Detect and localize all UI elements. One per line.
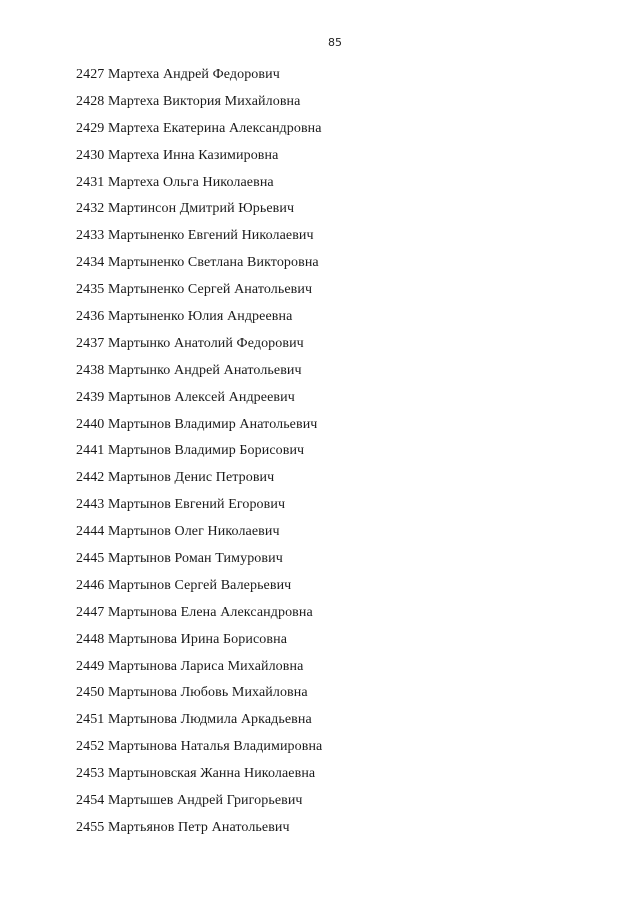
list-item: 2428 Мартеха Виктория Михайловна <box>76 93 301 109</box>
page-number: 85 <box>328 36 342 49</box>
list-item: 2452 Мартынова Наталья Владимировна <box>76 739 323 755</box>
list-item: 2453 Мартыновская Жанна Николаевна <box>76 766 316 782</box>
list-item: 2454 Мартышев Андрей Григорьевич <box>76 793 303 809</box>
list-item: 2427 Мартеха Андрей Федорович <box>76 67 280 82</box>
list-item: 2442 Мартынов Денис Петрович <box>76 470 275 486</box>
list-item: 2450 Мартынова Любовь Михайловна <box>76 685 308 701</box>
list-item: 2448 Мартынова Ирина Борисовна <box>76 631 288 647</box>
list-item: 2444 Мартынов Олег Николаевич <box>76 524 280 540</box>
list-item: 2437 Мартынко Анатолий Федорович <box>76 335 304 351</box>
list-item: 2433 Мартыненко Евгений Николаевич <box>76 228 314 244</box>
list-item: 2434 Мартыненко Светлана Викторовна <box>76 255 319 271</box>
entry-list <box>76 67 322 847</box>
list-item: 2429 Мартеха Екатерина Александровна <box>76 120 322 136</box>
list-item: 2438 Мартынко Андрей Анатольевич <box>76 362 302 378</box>
list-item: 2455 Мартьянов Петр Анатольевич <box>76 819 290 835</box>
list-item: 2446 Мартынов Сергей Валерьевич <box>76 577 292 593</box>
list-item: 2439 Мартынов Алексей Андреевич <box>76 389 295 405</box>
list-item: 2432 Мартинсон Дмитрий Юрьевич <box>76 201 295 217</box>
list-item: 2431 Мартеха Ольга Николаевна <box>76 174 274 190</box>
list-item: 2447 Мартынова Елена Александровна <box>76 604 313 620</box>
list-item: 2445 Мартынов Роман Тимурович <box>76 551 283 567</box>
list-item: 2436 Мартыненко Юлия Андреевна <box>76 309 293 325</box>
list-item: 2435 Мартыненко Сергей Анатольевич <box>76 282 313 298</box>
list-item: 2430 Мартеха Инна Казимировна <box>76 147 279 163</box>
list-item: 2441 Мартынов Владимир Борисович <box>76 443 305 459</box>
list-item: 2449 Мартынова Лариса Михайловна <box>76 658 304 674</box>
list-item: 2440 Мартынов Владимир Анатольевич <box>76 416 318 432</box>
list-item: 2443 Мартынов Евгений Егорович <box>76 497 286 513</box>
list-item: 2451 Мартынова Людмила Аркадьевна <box>76 712 312 728</box>
